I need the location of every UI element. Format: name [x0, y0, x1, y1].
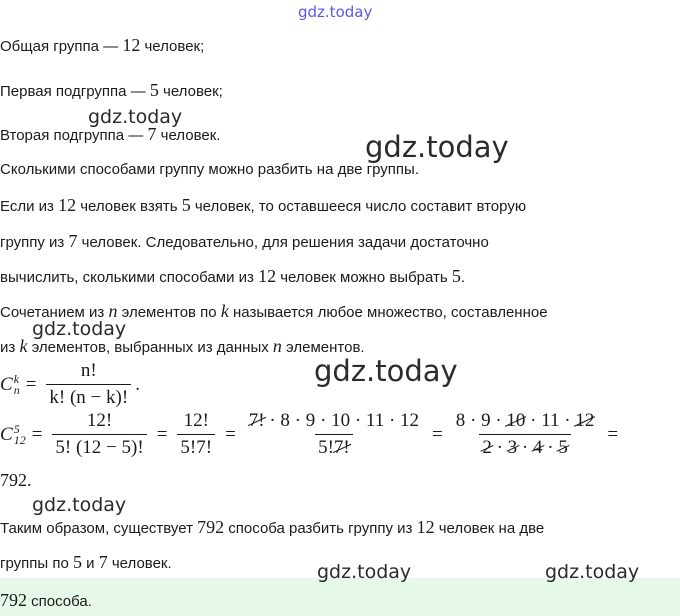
text-line-4: Сколькими способами группу можно разбить на две группы. [0, 161, 419, 178]
text-line-12: группы по 5 и 7 человек. [0, 552, 172, 572]
fraction-1: $\frac{12!}{5! (12 - 5)!}$ [52, 410, 146, 459]
result-value: 792. [0, 470, 32, 490]
watermark-top: gdz.today [298, 3, 373, 21]
text-line-1: Общая группа — 12 человек; [0, 35, 205, 55]
text-line-7: вычислить, сколькими способами из 12 человек можно выбрать 5. [0, 266, 466, 286]
text-line-8: Сочетанием из n элементов по k называется любое множество, составленное [0, 301, 548, 321]
text-line-6: группу из 7 человек. Следовательно, для решения задачи достаточно [0, 231, 489, 251]
watermark: gdz.today [32, 494, 127, 516]
formula-symbol: C [0, 423, 13, 445]
fraction-3: $\frac{7! \cdot 8 \cdot 9 \cdot 10 \cdot 11 \cdot 12}{5!7!}$ [248, 410, 420, 458]
text-line-3: Вторая подгруппа — 7 человек. [0, 124, 221, 144]
text-line-9: из k элементов, выбранных из данных n элементов. [0, 336, 365, 356]
watermark: gdz.today [88, 106, 183, 128]
watermark: gdz.today [32, 318, 127, 340]
fraction-4: $\frac{8 \cdot 9 \cdot 10 \cdot 11 \cdot 12}{2 \cdot 3 \cdot 4 \cdot 5}$ [455, 410, 595, 458]
text-line-11: Таким образом, существует 792 способа разбить группу из 12 человек на две [0, 517, 545, 537]
watermark: gdz.today [365, 130, 509, 164]
watermark: gdz.today [545, 561, 640, 583]
answer-highlight [0, 578, 680, 616]
formula-symbol: C [0, 373, 13, 395]
fraction-2: $\frac{12!}{5!7!}$ [177, 410, 215, 459]
computation-formula: C 5 12 = $\frac{12!}{5! (12 - 5)!}$ = $\frac{12!}{5!7!}$ = $\frac{7! \cdot 8 \cdot 9 \cdot 10 \cdot 11 \cdot 12}{5!7!}$ = $\frac{8 \cdot 9 \cdot 10 \cdot 11 \cdot 12}{2 \cdot 3 \cdot 4 \cdot 5}$ = [0, 410, 619, 458]
formula-fraction: $\frac{n!}{k! (n - k)!}$ [46, 360, 131, 409]
answer-line: 792 способа. [0, 590, 92, 610]
watermark: gdz.today [314, 354, 458, 388]
combination-formula: C k n = $\frac{n!}{k! (n - k)!}$ . [0, 360, 140, 408]
text-line-2: Первая подгруппа — 5 человек; [0, 80, 223, 100]
text-line-5: Если из 12 человек взять 5 человек, то оставшееся число составит вторую [0, 195, 527, 215]
watermark: gdz.today [317, 561, 412, 583]
